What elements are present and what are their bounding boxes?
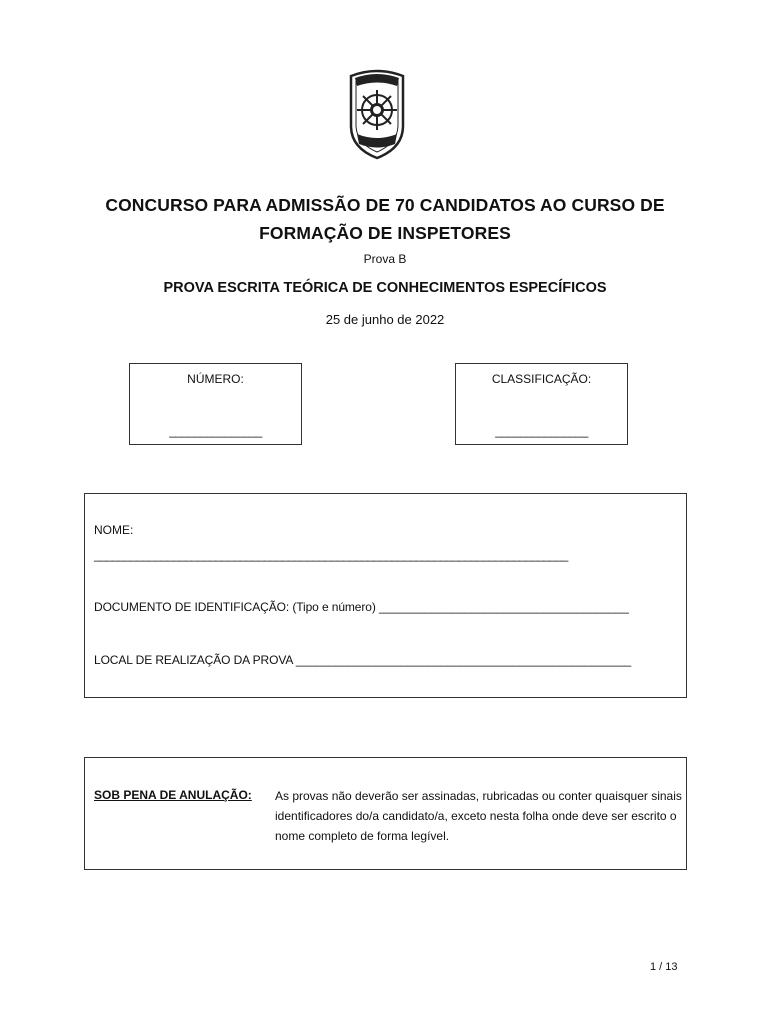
- classificacao-label: CLASSIFICAÇÃO:: [491, 372, 592, 386]
- numero-field[interactable]: _______________: [169, 424, 262, 438]
- classificacao-box: [455, 363, 628, 445]
- classificacao-field[interactable]: _______________: [495, 424, 588, 438]
- exam-title: [60, 191, 710, 247]
- local-field[interactable]: LOCAL DE REALIZAÇÃO DA PROVA ___________________________________________________: [94, 653, 632, 667]
- numero-label: NÚMERO:: [187, 372, 244, 386]
- exam-type-heading: PROVA ESCRITA TEÓRICA DE CONHECIMENTOS ESPECÍFICOS: [163, 280, 607, 296]
- exam-variant: Prova B: [363, 252, 407, 266]
- identification-box: [84, 493, 687, 698]
- warning-text: As provas não deverão ser assinadas, rubricadas ou conter quaisquer sinais identificadores do/a candidato/a, exceto nesta folha onde deve ser escrito o nome completo de forma legível.: [275, 789, 682, 843]
- warning-box: [84, 757, 687, 870]
- policia-judiciaria-emblem-icon: [345, 68, 409, 160]
- title-line-2: FORMAÇÃO DE INSPETORES: [259, 223, 511, 243]
- nome-field[interactable]: ______________________________________________________________________________: [94, 548, 568, 562]
- warning-label: SOB PENA DE ANULAÇÃO:: [94, 788, 252, 802]
- nome-label: NOME:: [94, 523, 134, 537]
- exam-date: 25 de junho de 2022: [325, 312, 445, 327]
- page-number: 1 / 13: [650, 961, 678, 973]
- documento-field[interactable]: DOCUMENTO DE IDENTIFICAÇÃO: (Tipo e número) ______________________________________: [94, 600, 629, 614]
- title-line-1: CONCURSO PARA ADMISSÃO DE 70 CANDIDATOS AO CURSO DE: [105, 195, 665, 215]
- numero-box: [129, 363, 302, 445]
